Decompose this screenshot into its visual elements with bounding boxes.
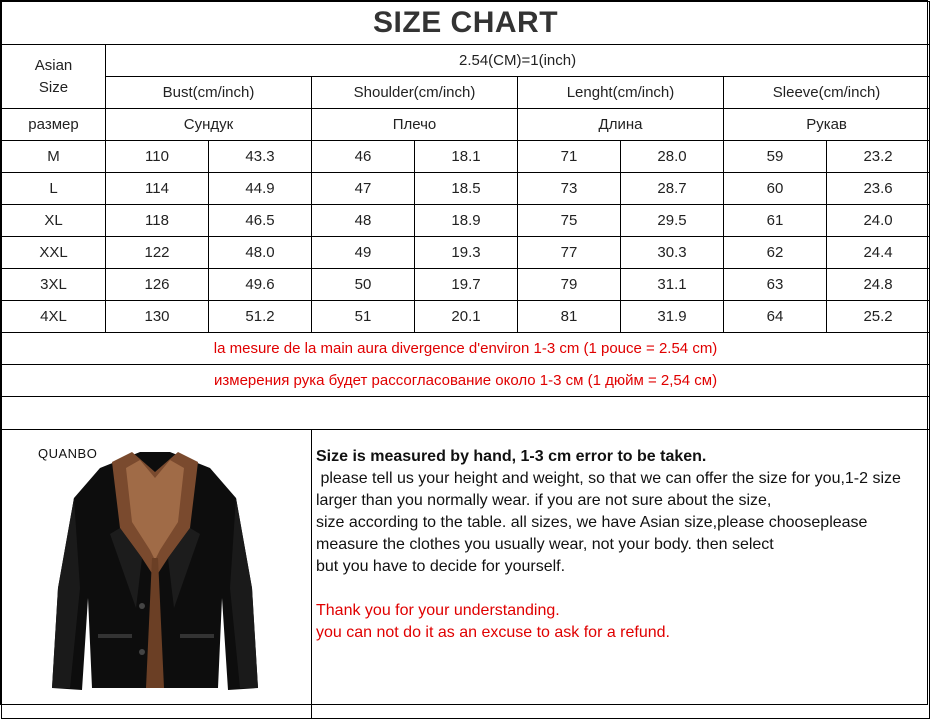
measurement-cell: 73 <box>518 173 621 205</box>
refund-note: you can not do it as an excuse to ask for a refund. <box>316 624 670 641</box>
razmer-label: размер <box>2 109 106 141</box>
measurement-cell: 29.5 <box>621 205 724 237</box>
size-chart-table <box>1 1 930 719</box>
page-title: SIZE CHART <box>2 2 930 45</box>
table-row <box>2 141 930 173</box>
jacket-image <box>40 438 270 696</box>
measurement-cell: 118 <box>106 205 209 237</box>
info-line: measure the clothes you usually wear, not your body. then select <box>316 536 774 553</box>
measurement-cell: 48 <box>312 205 415 237</box>
measurement-cell: 28.0 <box>621 141 724 173</box>
measurement-cell: 24.8 <box>827 269 930 301</box>
info-line: please tell us your height and weight, so that we can offer the size for you,1-2 size <box>316 470 901 487</box>
measurement-cell: 31.9 <box>621 301 724 333</box>
measurement-cell: 49.6 <box>209 269 312 301</box>
measurement-cell: 25.2 <box>827 301 930 333</box>
size-info-text <box>312 430 930 719</box>
measurement-cell: 51 <box>312 301 415 333</box>
measurement-cell: 51.2 <box>209 301 312 333</box>
spacer-row <box>2 397 930 430</box>
info-heading: Size is measured by hand, 1-3 cm error to be taken. <box>316 448 707 465</box>
size-cell: M <box>2 141 106 173</box>
measurement-cell: 28.7 <box>621 173 724 205</box>
col-header-bust-ru: Сундук <box>106 109 312 141</box>
measurement-cell: 49 <box>312 237 415 269</box>
measurement-cell: 63 <box>724 269 827 301</box>
measurement-cell: 61 <box>724 205 827 237</box>
measurement-cell: 77 <box>518 237 621 269</box>
measurement-cell: 19.7 <box>415 269 518 301</box>
measurement-cell: 23.6 <box>827 173 930 205</box>
conversion-note: 2.54(CM)=1(inch) <box>106 45 930 77</box>
size-cell: XL <box>2 205 106 237</box>
measurement-cell: 46.5 <box>209 205 312 237</box>
measurement-cell: 18.9 <box>415 205 518 237</box>
info-line: but you have to decide for yourself. <box>316 558 566 575</box>
size-cell: 4XL <box>2 301 106 333</box>
measurement-cell: 19.3 <box>415 237 518 269</box>
measurement-cell: 31.1 <box>621 269 724 301</box>
col-header-length-ru: Длина <box>518 109 724 141</box>
info-gap <box>316 578 925 600</box>
measurement-cell: 110 <box>106 141 209 173</box>
note-french: la mesure de la main aura divergence d'environ 1-3 cm (1 pouce = 2.54 cm) <box>2 333 930 365</box>
measurement-cell: 130 <box>106 301 209 333</box>
product-image-cell <box>2 430 312 719</box>
measurement-cell: 44.9 <box>209 173 312 205</box>
size-cell: L <box>2 173 106 205</box>
measurement-cell: 24.0 <box>827 205 930 237</box>
measurement-cell: 60 <box>724 173 827 205</box>
measurement-cell: 122 <box>106 237 209 269</box>
measurement-cell: 18.1 <box>415 141 518 173</box>
measurement-cell: 81 <box>518 301 621 333</box>
thanks-note: Thank you for your understanding. <box>316 602 560 619</box>
info-line: size according to the table. all sizes, we have Asian size,please chooseplease <box>316 514 868 531</box>
table-row <box>2 173 930 205</box>
table-row <box>2 205 930 237</box>
measurement-cell: 48.0 <box>209 237 312 269</box>
measurement-cell: 71 <box>518 141 621 173</box>
measurement-cell: 62 <box>724 237 827 269</box>
measurement-cell: 43.3 <box>209 141 312 173</box>
col-header-length: Lenght(cm/inch) <box>518 77 724 109</box>
col-header-shoulder: Shoulder(cm/inch) <box>312 77 518 109</box>
info-line: larger than you normally wear. if you are not sure about the size, <box>316 492 772 509</box>
col-header-sleeve-ru: Рукав <box>724 109 930 141</box>
measurement-cell: 126 <box>106 269 209 301</box>
col-header-shoulder-ru: Плечо <box>312 109 518 141</box>
col-header-sleeve: Sleeve(cm/inch) <box>724 77 930 109</box>
table-row <box>2 237 930 269</box>
measurement-cell: 79 <box>518 269 621 301</box>
size-rows <box>2 141 930 333</box>
col-header-bust: Bust(cm/inch) <box>106 77 312 109</box>
measurement-cell: 64 <box>724 301 827 333</box>
measurement-cell: 30.3 <box>621 237 724 269</box>
measurement-cell: 75 <box>518 205 621 237</box>
measurement-cell: 59 <box>724 141 827 173</box>
size-cell: 3XL <box>2 269 106 301</box>
measurement-cell: 18.5 <box>415 173 518 205</box>
measurement-cell: 50 <box>312 269 415 301</box>
table-row <box>2 301 930 333</box>
note-russian: измерения рука будет рассогласование около 1-3 см (1 дюйм = 2,54 см) <box>2 365 930 397</box>
measurement-cell: 23.2 <box>827 141 930 173</box>
brand-logo: QUANBO <box>38 446 98 461</box>
size-cell: XXL <box>2 237 106 269</box>
asian-size-label: Asian Size <box>2 45 106 109</box>
table-row <box>2 269 930 301</box>
measurement-cell: 47 <box>312 173 415 205</box>
measurement-cell: 20.1 <box>415 301 518 333</box>
measurement-cell: 114 <box>106 173 209 205</box>
measurement-cell: 46 <box>312 141 415 173</box>
measurement-cell: 24.4 <box>827 237 930 269</box>
